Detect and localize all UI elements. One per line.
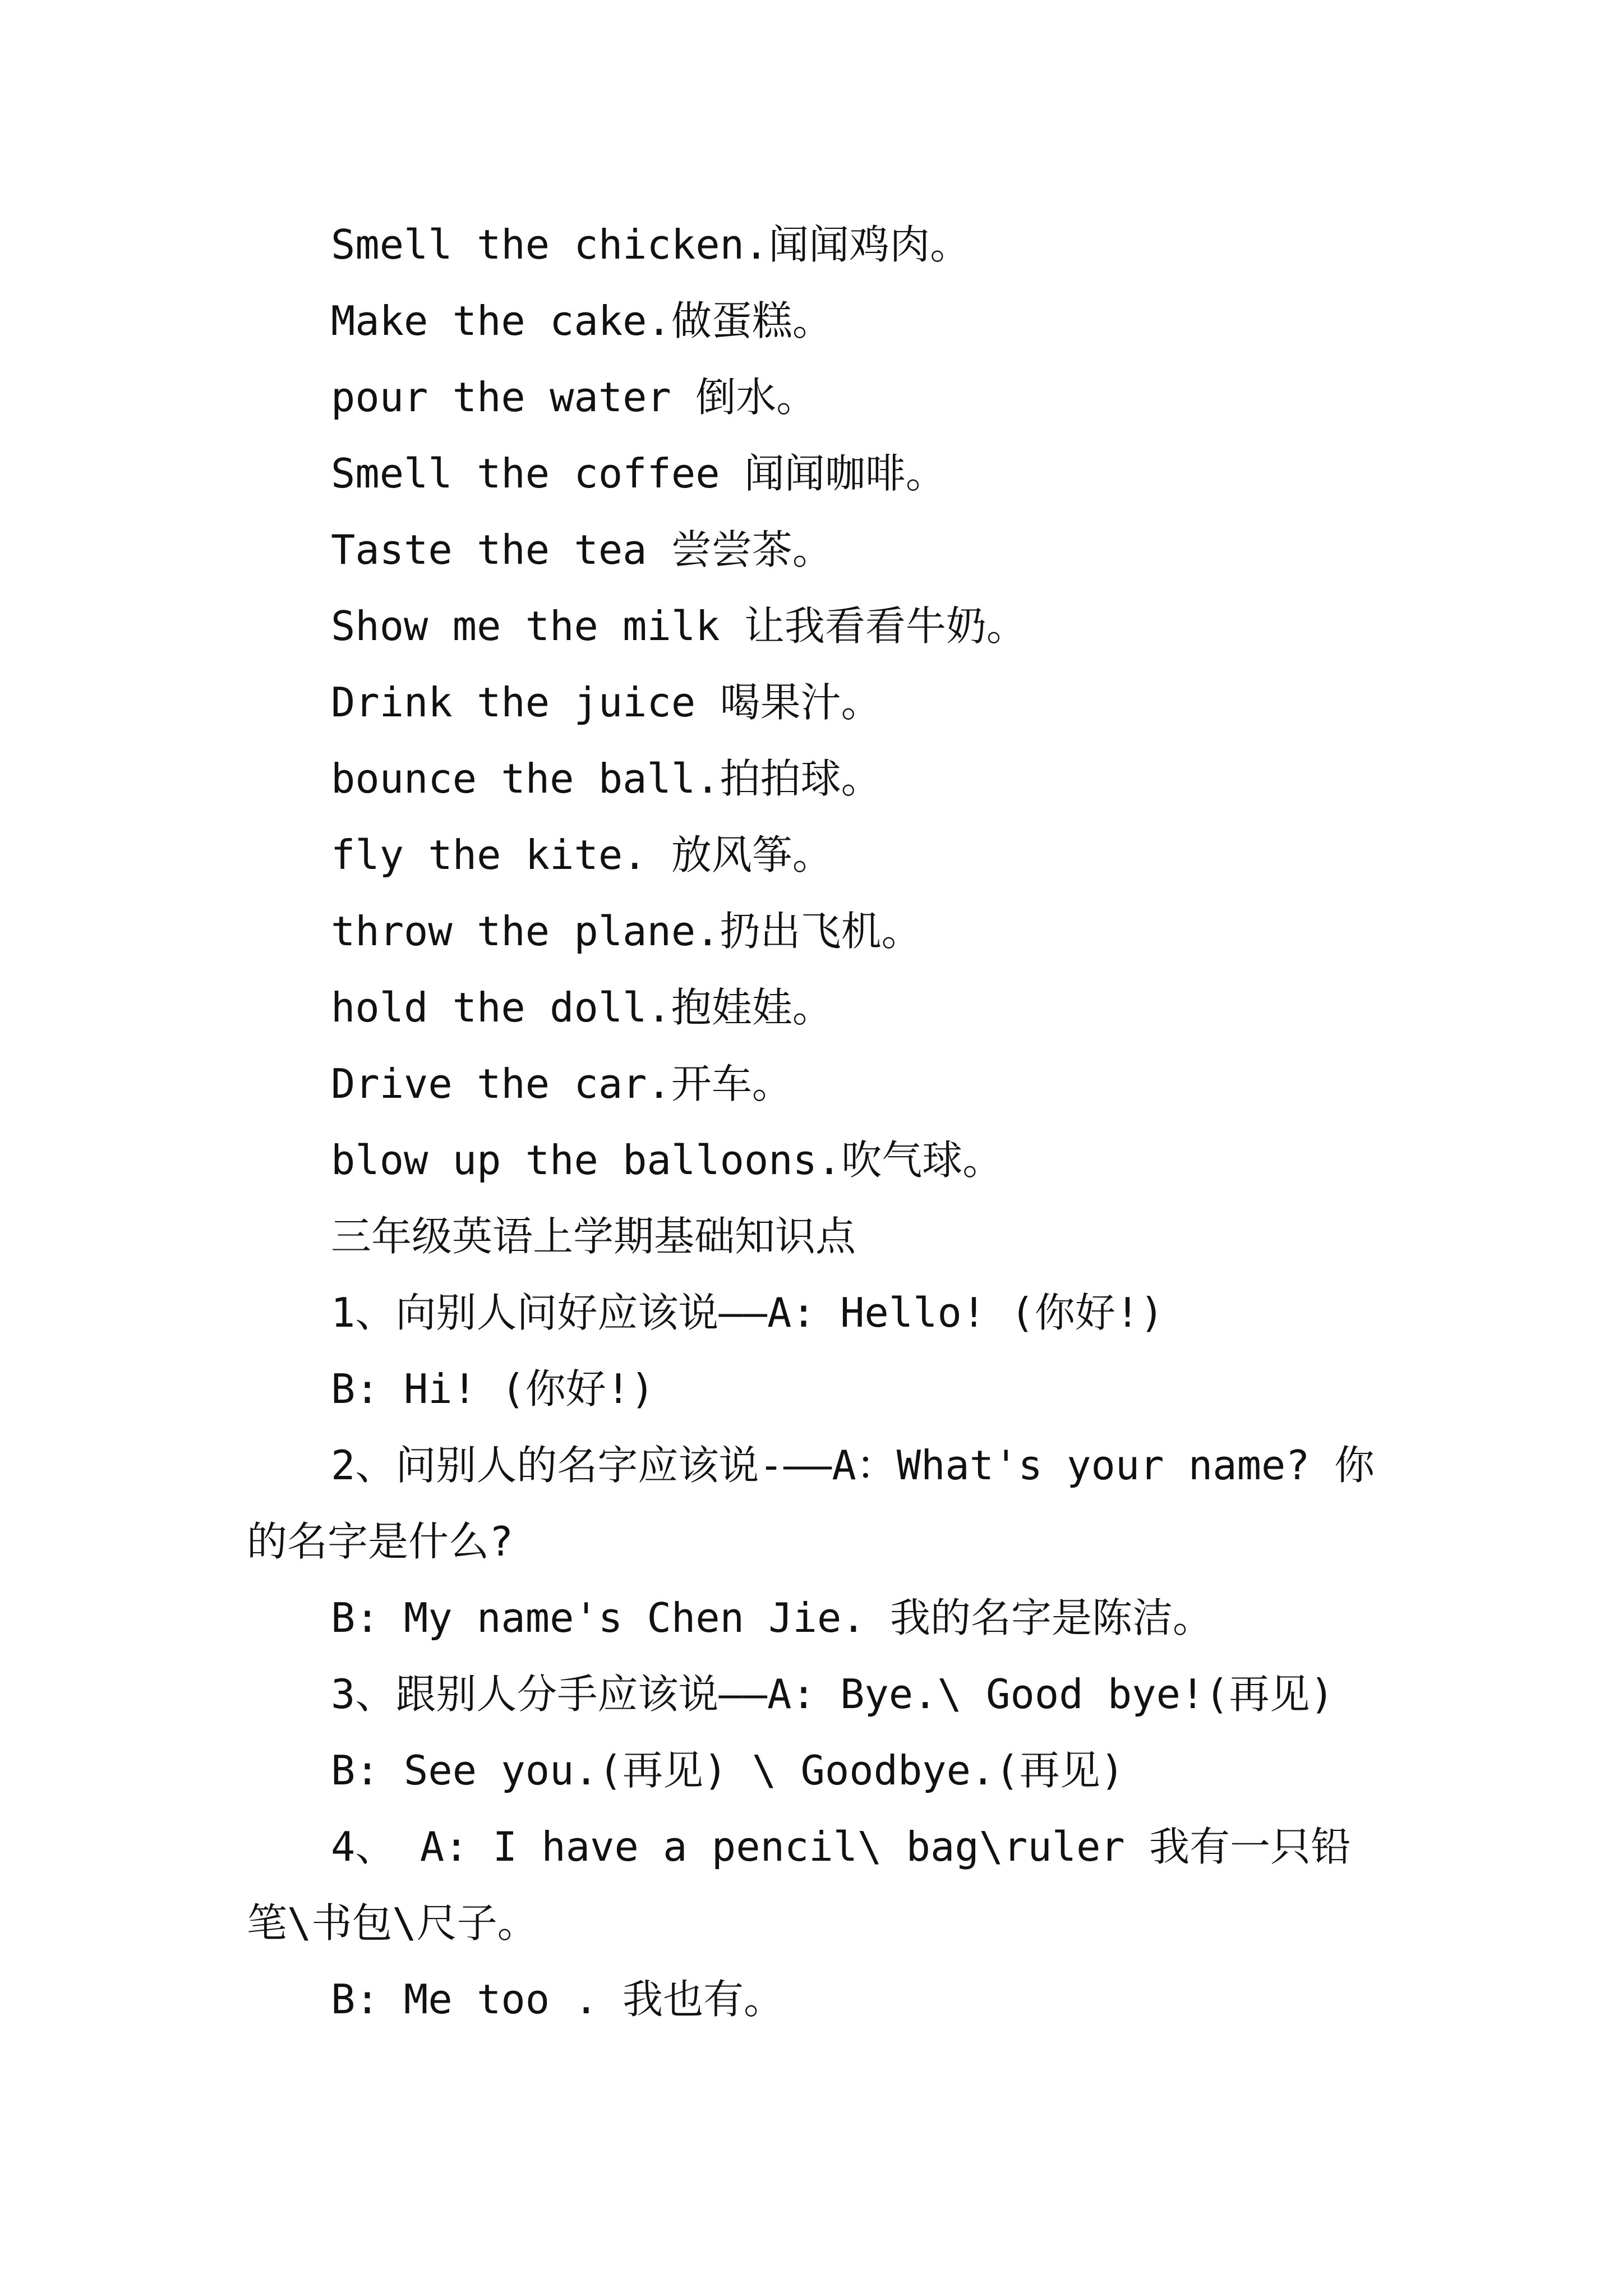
text-line: Smell the chicken.闻闻鸡肉。	[331, 221, 971, 268]
text-line: Smell the coffee 闻闻咖啡。	[331, 450, 946, 497]
text-line: pour the water 倒水。	[331, 374, 817, 421]
text-line: 1、向别人问好应该说——A: Hello! (你好!)	[331, 1289, 1164, 1336]
text-line: throw the plane.扔出飞机。	[331, 908, 922, 955]
section-heading: 三年级英语上学期基础知识点	[331, 1213, 856, 1260]
text-line: 4、 A: I have a pencil\ bag\ruler 我有一只铅笔\书包\尺子。	[247, 1823, 1352, 1947]
document-body	[247, 206, 1391, 2037]
text-line: blow up the balloons.吹气球。	[331, 1137, 1003, 1184]
text-line: fly the kite. 放风筝。	[331, 831, 833, 878]
text-line: Show me the milk 让我看看牛奶。	[331, 602, 1027, 650]
text-line: bounce the ball.拍拍球。	[331, 755, 882, 802]
text-line: Drink the juice 喝果汁。	[331, 679, 882, 726]
text-line: Taste the tea 尝尝茶。	[331, 526, 833, 573]
text-line: 3、跟别人分手应该说——A: Bye.\ Good bye!(再见)	[331, 1671, 1334, 1718]
text-line: hold the doll.抱娃娃。	[331, 984, 833, 1031]
text-line: B: Hi! (你好!)	[331, 1365, 655, 1412]
text-line: 2、问别人的名字应该说-——A：What's your name? 你的名字是什么?	[247, 1442, 1375, 1565]
text-line: B: See you.(再见) \ Goodbye.(再见)	[331, 1747, 1125, 1794]
text-line: Drive the car.开车。	[331, 1060, 792, 1107]
text-line: B: Me too . 我也有。	[331, 1976, 785, 2023]
text-line: B: My name's Chen Jie. 我的名字是陈洁。	[331, 1594, 1213, 1641]
text-line: Make the cake.做蛋糕。	[331, 297, 833, 344]
